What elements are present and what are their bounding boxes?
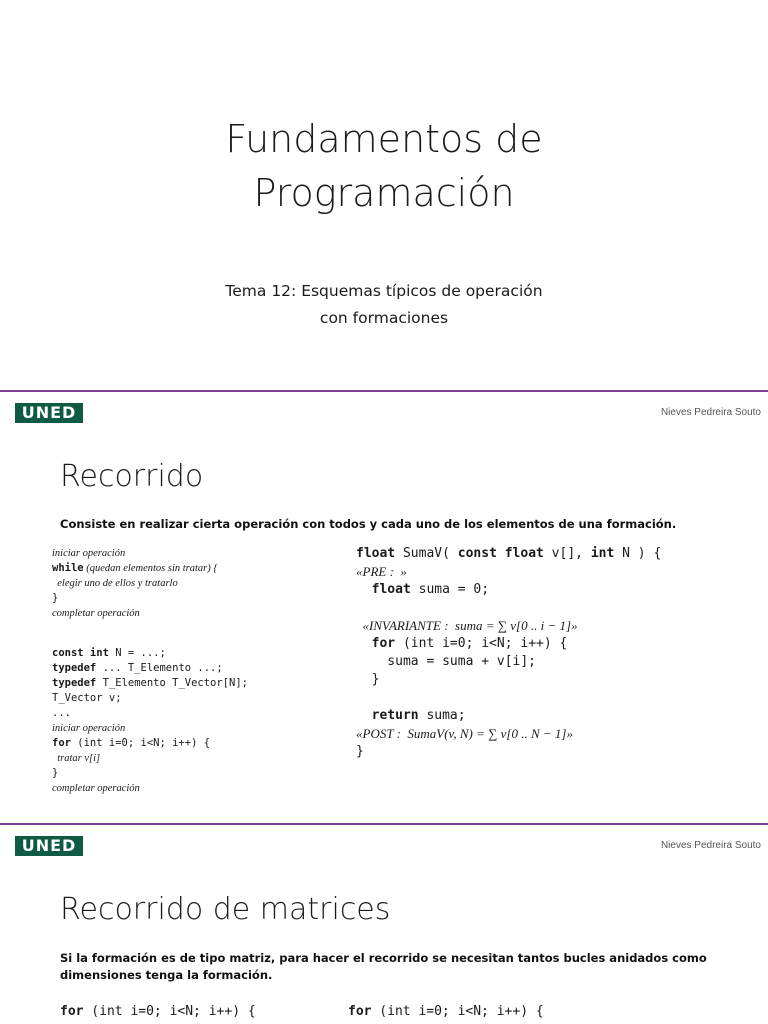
slide-separator (0, 823, 768, 825)
matrix-loop-listing-left (60, 1003, 256, 1021)
author-name: Nieves Pedreira Souto (660, 840, 761, 851)
code-line: «INVARIANTE : suma = ∑ v[0 .. i − 1]» (356, 618, 578, 633)
subtitle-line-1: Tema 12: Esquemas típicos de operación (225, 282, 543, 300)
keyword: return (356, 708, 419, 723)
author-name: Nieves Pedreira Souto (660, 407, 761, 418)
code-line: elegir uno de ellos y tratarlo (52, 578, 178, 589)
slide-description (60, 950, 707, 984)
code-line (356, 581, 661, 599)
subtitle-line-2: con formaciones (319, 309, 449, 327)
spacer (356, 689, 661, 707)
code-line: iniciar operación (52, 723, 126, 734)
code-line (52, 561, 248, 576)
keyword: const float (457, 546, 544, 561)
code-line (348, 1003, 544, 1021)
keyword: for (356, 636, 396, 651)
keyword: for (60, 1004, 84, 1019)
code-text: (int i=0; i<N; i++) { (371, 1004, 544, 1019)
code-line: iniciar operación (52, 548, 126, 559)
code-line: completar operación (52, 783, 140, 794)
sumav-listing (356, 545, 661, 761)
keyword: while (52, 562, 84, 574)
keyword: typedef (52, 662, 97, 674)
presentation-subtitle (0, 278, 768, 332)
code-line: «POST : SumaV(v, N) = ∑ v[0 .. N − 1]» (356, 726, 573, 741)
spacer (356, 599, 661, 617)
code-line (356, 545, 661, 563)
code-line: } (356, 672, 380, 687)
description-line-1: Si la formación es de tipo matriz, para hacer el recorrido se necesitan tantos bucles anidados como (60, 951, 707, 965)
keyword: int (590, 546, 615, 561)
code-text: N = ...; (108, 647, 166, 659)
keyword: for (348, 1004, 372, 1019)
slide-separator (0, 390, 768, 392)
generic-loop-listing (52, 546, 248, 796)
code-line: completar operación (52, 608, 140, 619)
title-line-1: Fundamentos de (225, 117, 543, 161)
code-text: (int i=0; i<N; i++) { (83, 1004, 256, 1019)
keyword: typedef (52, 677, 97, 689)
code-text: (int i=0; i<N; i++) { (70, 737, 211, 749)
code-line (52, 676, 248, 691)
code-text: SumaV( (395, 546, 458, 561)
code-text: suma = 0; (410, 582, 490, 597)
presentation-title (0, 112, 768, 220)
code-line: } (52, 592, 59, 604)
keyword: for (52, 737, 71, 749)
slide-title-recorrido-matrices: Recorrido de matrices (60, 892, 391, 927)
code-text: (quedan elementos sin tratar) { (83, 563, 218, 574)
uned-logo: UNED (15, 403, 83, 423)
description-line-2: dimensiones tenga la formación. (60, 968, 273, 982)
slide-title-recorrido: Recorrido (60, 459, 204, 494)
code-line (60, 1003, 256, 1021)
code-line: T_Vector v; (52, 692, 122, 704)
uned-logo: UNED (15, 836, 83, 856)
keyword: const int (52, 647, 109, 659)
code-text: (int i=0; i<N; i++) { (395, 636, 568, 651)
code-line: «PRE : » (356, 564, 407, 579)
code-line: suma = suma + v[i]; (356, 654, 537, 669)
code-line (356, 707, 661, 725)
code-line: } (356, 744, 364, 759)
spacer (52, 621, 248, 646)
code-line: } (52, 767, 59, 779)
code-line: tratar v[i] (52, 753, 101, 764)
code-text: ... T_Elemento ...; (96, 662, 223, 674)
keyword: float (356, 546, 396, 561)
code-line (52, 646, 248, 661)
code-line: ... (52, 707, 71, 719)
code-text: N ) { (614, 546, 662, 561)
slide-description: Consiste en realizar cierta operación con todos y cada uno de los elementos de una formación. (60, 517, 677, 531)
code-line (52, 736, 248, 751)
code-line (356, 635, 661, 653)
matrix-loop-listing-right (348, 1003, 544, 1021)
code-line (52, 661, 248, 676)
title-line-2: Programación (253, 171, 515, 215)
code-text: T_Elemento T_Vector[N]; (96, 677, 248, 689)
code-text: suma; (418, 708, 466, 723)
keyword: float (356, 582, 411, 597)
code-text: v[], (543, 546, 591, 561)
